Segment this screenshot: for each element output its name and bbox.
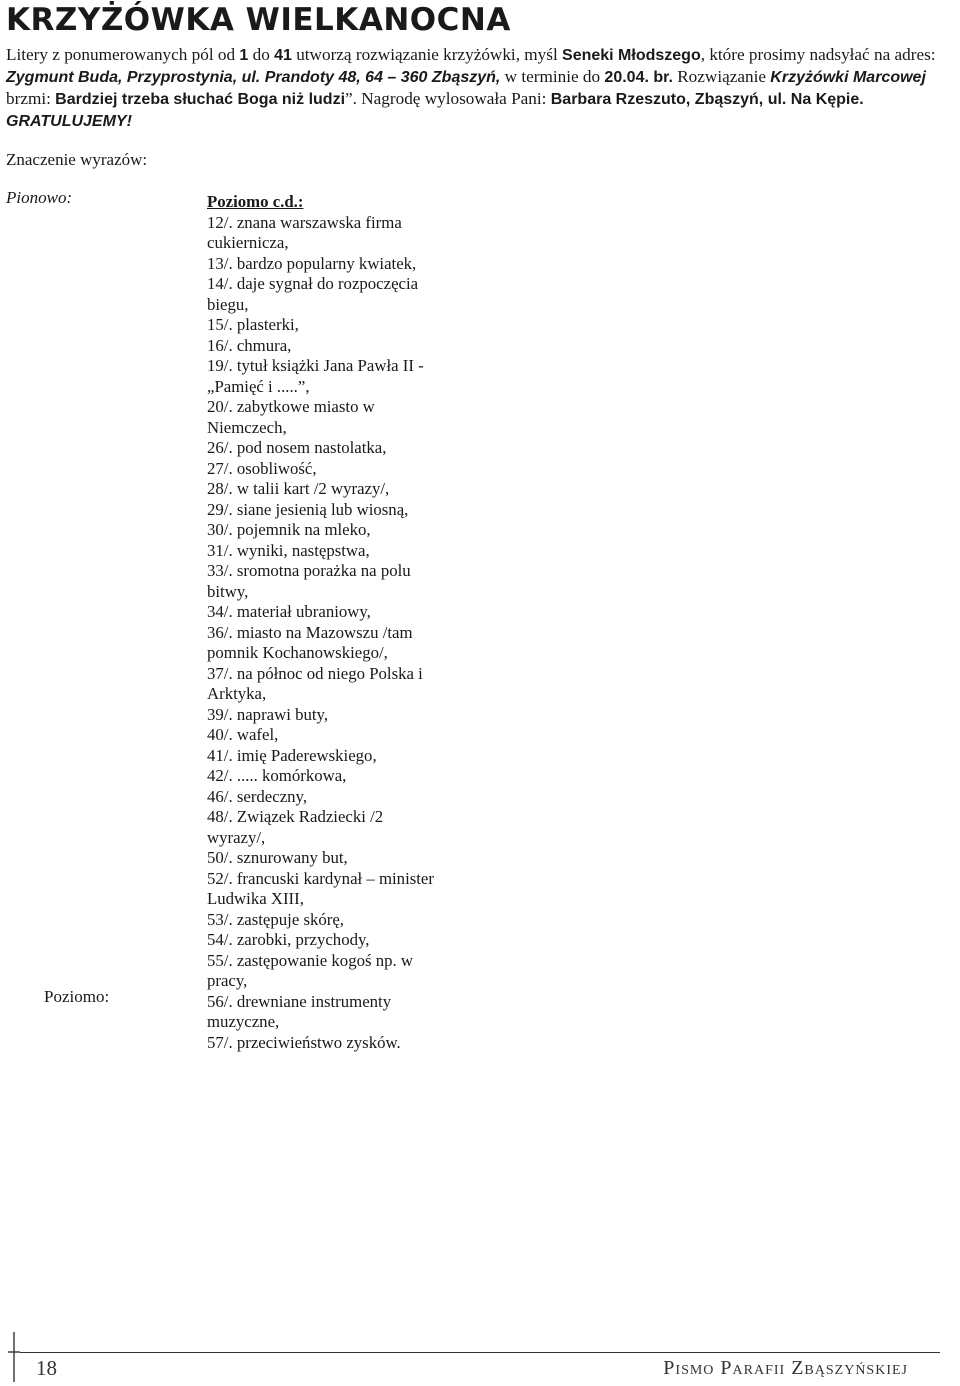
previous-solution: Bardziej trzeba słuchać Boga niż ludzi (55, 91, 346, 108)
clue-item: 28/. w talii kart /2 wyrazy/, (207, 479, 390, 498)
field-end-number: 41 (274, 47, 292, 64)
clue-item: 13/. bardzo popularny kwiatek, (207, 253, 417, 273)
meaning-heading: Znaczenie wyrazów: (6, 150, 148, 169)
clue-item: 14/. daje sygnał do rozpoczęcia biegu, (207, 274, 419, 314)
clue-item: 27/. osobliwość, (207, 458, 317, 478)
intro-text: brzmi: (6, 89, 56, 108)
clue-item: 34/. materiał ubraniowy, (207, 602, 371, 621)
footer-divider (20, 1352, 940, 1353)
clue-item: 41/. imię Paderewskiego, (207, 745, 377, 765)
clue-item: 40/. wafel, (207, 725, 279, 744)
intro-text: Rozwiązanie (672, 67, 771, 86)
clue-item: 39/. naprawi buty, (207, 704, 329, 724)
clue-item: 36/. miasto na Mazowszu /tam pomnik Kochanowskiego/, (207, 622, 413, 662)
horizontal-clues-label: Poziomo: (44, 987, 110, 1006)
vertical-clues-label: Pionowo: (6, 188, 73, 207)
intro-paragraph (6, 44, 954, 132)
clue-item: 42/. ..... komórkowa, (207, 766, 347, 785)
previous-crossword-name: Krzyżówki Marcowej (770, 69, 926, 86)
clue-item: 33/. sromotna porażka na polu bitwy, (207, 561, 411, 601)
clue-item: 54/. zarobki, przychody, (207, 930, 370, 949)
cross-icon (8, 1332, 20, 1382)
congratulations-text: GRATULUJEMY! (6, 113, 132, 130)
clue-item: 37/. na północ od niego Polska i Arktyka, (207, 663, 423, 703)
page-number: 18 (36, 1356, 57, 1380)
mailing-address: Zygmunt Buda, Przyprostynia, ul. Prandoty 48, 64 – 360 Zbąszyń, (6, 69, 501, 86)
deadline-date: 20.04. br. (604, 69, 673, 86)
clue-list-heading: Poziomo c.d.: (207, 192, 304, 211)
clue-item: 56/. drewniane instrumenty muzyczne, (207, 991, 392, 1031)
intro-text: w terminie do (500, 67, 605, 86)
intro-text: do (248, 45, 275, 64)
intro-text: Litery z ponumerowanych pól od (6, 45, 240, 64)
clue-item: 16/. chmura, (207, 335, 292, 355)
clue-item: 15/. plasterki, (207, 315, 299, 334)
clue-item: 12/. znana warszawska firma cukiernicza, (207, 212, 402, 252)
field-start-number: 1 (239, 47, 249, 64)
clue-item: 50/. sznurowany but, (207, 848, 348, 867)
publication-name: Pismo Parafii Zbąszyńskiej (663, 1357, 908, 1379)
clue-item: 48/. Związek Radziecki /2 wyrazy/, (207, 807, 384, 847)
clue-item: 53/. zastępuje skórę, (207, 909, 345, 929)
intro-text: ”. Nagrodę wylosowała Pani: (345, 89, 551, 108)
clue-item: 30/. pojemnik na mleko, (207, 520, 371, 539)
clue-list (207, 192, 439, 1053)
clue-item: 31/. wyniki, następstwa, (207, 540, 370, 560)
page-title: KRZYŻÓWKA WIELKANOCNA (6, 2, 511, 38)
clue-item: 57/. przeciwieństwo zysków. (207, 1032, 401, 1052)
intro-text: utworzą rozwiązanie krzyżówki, myśl (291, 45, 563, 64)
clue-item: 29/. siane jesienią lub wiosną, (207, 499, 409, 519)
clue-item: 52/. francuski kardynał – minister Ludwika XIII, (207, 868, 434, 908)
clue-item: 55/. zastępowanie kogoś np. w pracy, (207, 950, 413, 990)
intro-text: , które prosimy nadsyłać na adres: (700, 45, 936, 64)
clue-item: 26/. pod nosem nastolatka, (207, 438, 387, 457)
clue-item: 46/. serdeczny, (207, 786, 308, 806)
winner-name: Barbara Rzeszuto, Zbąszyń, ul. Na Kępie. (550, 91, 864, 108)
clue-item: 20/. zabytkowe miasto w Niemczech, (207, 397, 375, 437)
clue-item: 19/. tytuł książki Jana Pawła II - „Pamięć i .....”, (207, 356, 424, 396)
author-name: Seneki Młodszego (562, 47, 701, 64)
